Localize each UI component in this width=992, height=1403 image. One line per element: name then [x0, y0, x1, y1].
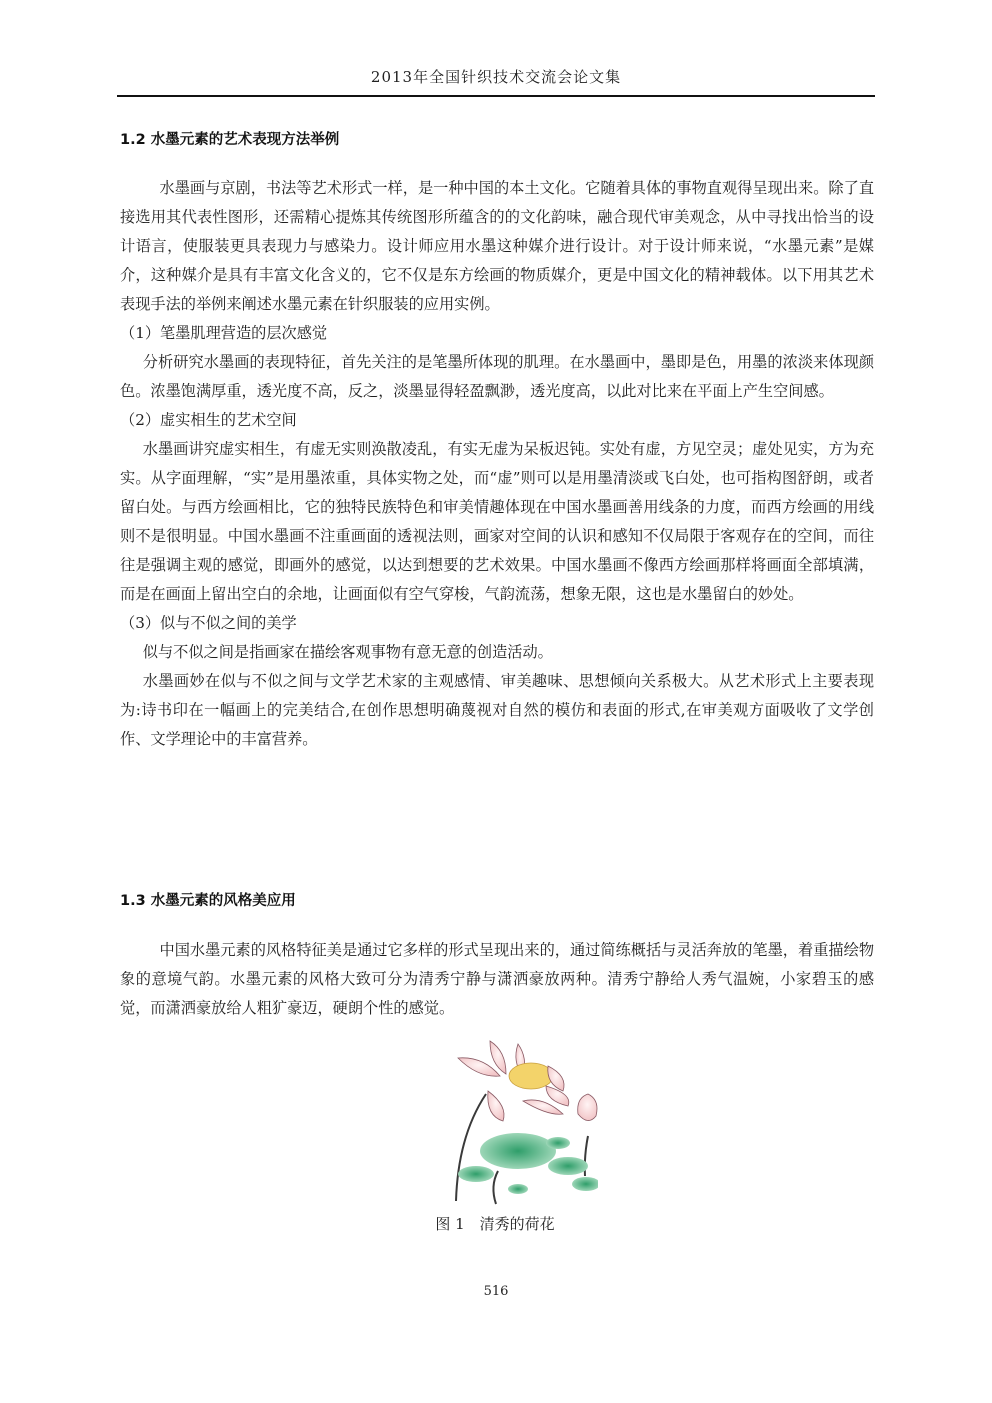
subheading-1: （1）笔墨肌理营造的层次感觉	[120, 324, 328, 342]
paragraph-void-solid: 水墨画讲究虚实相生，有虚无实则涣散凌乱，有实无虚为呆板迟钝。实处有虚，方见空灵；虚处见实，方为充实。从字面理解，“实”是用墨浓重，具体实物之处，而“虚”则可以是用墨清淡或飞白处，也可指构图舒朗，或者留白处。与西方绘画相比，它的独特民族特色和审美情趣体现在中国水墨画善用线条的力度，而西方绘画的用线则不是很明显。中国水墨画不注重画面的透视法则，画家对空间的认识和感知不仅局限于客观存在的空间，而往往是强调主观的感觉，即画外的感觉，以达到想要的艺术效果。中国水墨画不像西方绘画那样将画面全部填满，而是在画面上留出空白的余地，让画面似有空气穿梭，气韵流荡，想象无限，这也是水墨留白的妙处。	[120, 440, 874, 603]
lotus-leaves	[458, 1133, 598, 1194]
lotus-figure	[428, 1036, 598, 1206]
intro-paragraph: 水墨画与京剧，书法等艺术形式一样，是一种中国的本土文化。它随着具体的事物直观得呈现出来。除了直接选用其代表性图形，还需精心提炼其传统图形所蕴含的的文化韵味，融合现代审美观念，从中寻找出恰当的设计语言，使服装更具表现力与感染力。设计师应用水墨这种媒介进行设计。对于设计师来说，“水墨元素”是媒介，这种媒介是具有丰富文化含义的，它不仅是东方绘画的物质媒介，更是中国文化的精神载体。以下用其艺术表现手法的举例来阐述水墨元素在针织服装的应用实例。	[120, 179, 874, 313]
subheading-2: （2）虚实相生的艺术空间	[120, 411, 297, 429]
header-rule	[117, 95, 875, 97]
page-number: 516	[483, 1284, 509, 1299]
style-paragraph: 中国水墨元素的风格特征美是通过它多样的形式呈现出来的，通过简练概括与灵活奔放的笔墨，着重描绘物象的意境气韵。水墨元素的风格大致可分为清秀宁静与潇洒豪放两种。清秀宁静给人秀气温婉，小家碧玉的感觉，而潇洒豪放给人粗犷豪迈，硬朗个性的感觉。	[120, 941, 874, 1017]
running-head: 2013年全国针织技术交流会论文集	[370, 68, 622, 86]
section-heading-1-2: 1.2 水墨元素的艺术表现方法举例	[120, 132, 340, 148]
paragraph-likeness-2: 水墨画妙在似与不似之间与文学艺术家的主观感情、审美趣味、思想倾向关系极大。从艺术形式上主要表现为:诗书印在一幅画上的完美结合,在创作思想明确蔑视对自然的模仿和表面的形式,在审美观方面吸收了文学创作、文学理论中的丰富营养。	[120, 672, 874, 748]
section-1-3-body	[120, 936, 874, 1023]
paragraph-texture: 分析研究水墨画的表现特征，首先关注的是笔墨所体现的肌理。在水墨画中，墨即是色，用墨的浓淡来体现颜色。浓墨饱满厚重，透光度不高，反之，淡墨显得轻盈飘渺，透光度高，以此对比来在平面上产生空间感。	[120, 353, 874, 400]
section-heading-1-3: 1.3 水墨元素的风格美应用	[120, 893, 296, 909]
figure-caption: 图 1 清秀的荷花	[435, 1215, 555, 1233]
lotus-bud	[578, 1094, 597, 1121]
subheading-3: （3）似与不似之间的美学	[120, 614, 297, 632]
paragraph-likeness-1: 似与不似之间是指画家在描绘客观事物有意无意的创造活动。	[142, 643, 553, 661]
section-1-2-body	[120, 174, 874, 754]
lotus-flower	[458, 1041, 569, 1121]
